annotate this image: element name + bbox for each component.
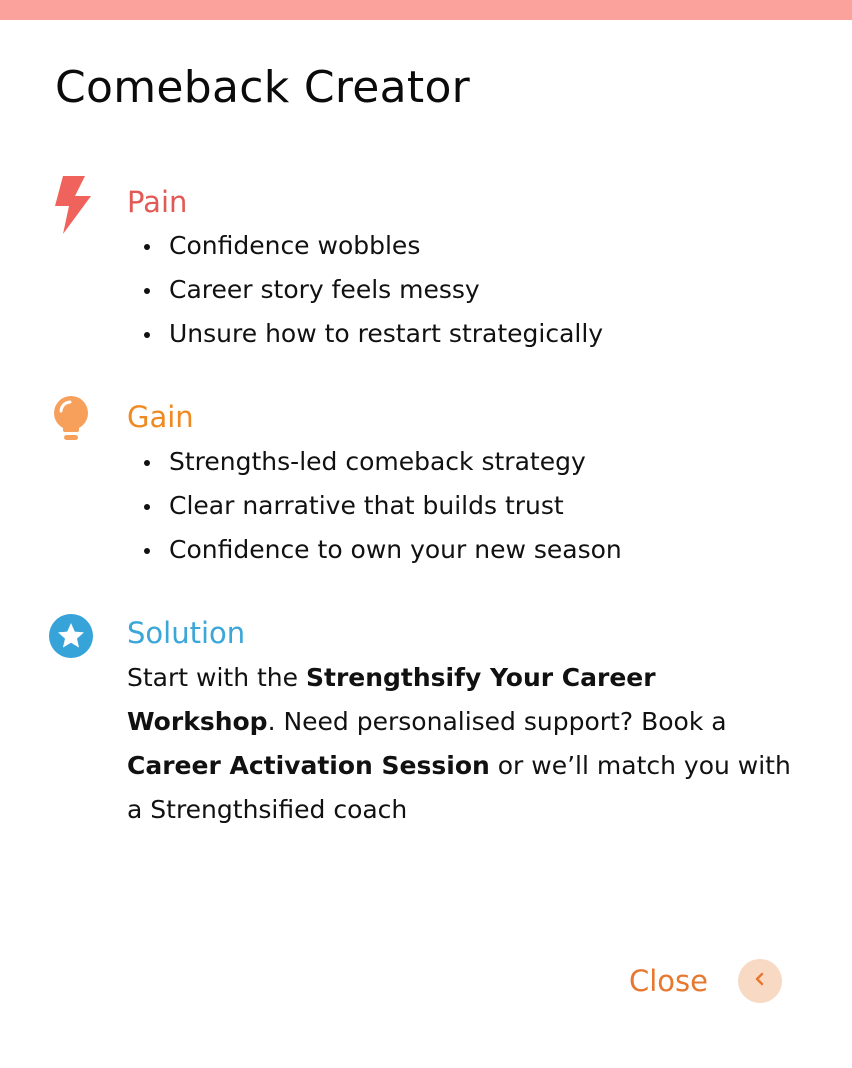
pain-list — [127, 224, 603, 356]
pain-heading: Pain — [127, 185, 188, 219]
chevron-left-icon — [752, 971, 768, 991]
solution-text-part: or we’ll match you with a Strengthsified coach — [127, 751, 791, 824]
lightbulb-icon — [46, 396, 96, 452]
gain-heading: Gain — [127, 400, 194, 434]
close-control[interactable] — [629, 958, 782, 1004]
lightning-bolt-icon — [46, 176, 96, 232]
list-item: Unsure how to restart strategically — [127, 312, 603, 356]
gain-list — [127, 440, 622, 572]
star-badge-icon — [46, 613, 96, 669]
list-item: Career story feels messy — [127, 268, 603, 312]
close-circle-button[interactable] — [738, 959, 782, 1003]
list-item: Clear narrative that builds trust — [127, 484, 622, 528]
solution-text-part: Start with the — [127, 663, 306, 692]
modal-title: Comeback Creator — [55, 62, 471, 113]
solution-text-part: . Need personalised support? Book a — [267, 707, 727, 736]
list-item: Confidence to own your new season — [127, 528, 622, 572]
workshop-link-text: Strengthsify Your Career Workshop — [127, 663, 656, 736]
list-item: Strengths-led comeback strategy — [127, 440, 622, 484]
list-item: Confidence wobbles — [127, 224, 603, 268]
session-link-text: Career Activation Session — [127, 751, 490, 780]
solution-heading: Solution — [127, 616, 246, 650]
solution-description — [127, 656, 807, 832]
modal-accent-bar — [0, 0, 852, 20]
close-button[interactable]: Close — [629, 964, 708, 998]
